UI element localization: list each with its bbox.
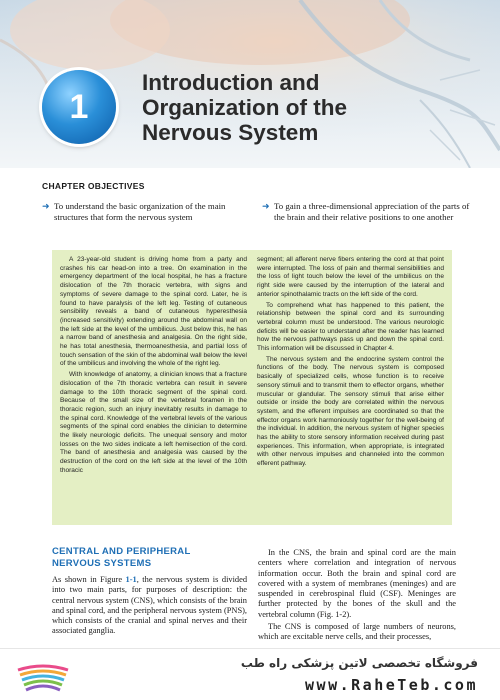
objective-text: To gain a three-dimensional appreciation of the parts of the brain and their relative positions to one another bbox=[274, 201, 470, 222]
body-text: As shown in Figure bbox=[52, 575, 126, 584]
chapter-number-badge bbox=[42, 70, 116, 144]
body-paragraph-left bbox=[52, 575, 247, 637]
objective-text: To understand the basic organization of the main structures that form the nervous system bbox=[54, 201, 226, 222]
chapter-number: 1 bbox=[69, 87, 89, 126]
case-paragraph: segment; all afferent nerve fibers entering the cord at that point were interrupted. The loss of pain and thermal sensibilities and the loss of light touch below the level of the umbilicus on the right side were caused by the interruption of the lateral and anterior spinothalamic tracts on the left side of the cord. bbox=[257, 256, 444, 298]
chapter-title-line: Nervous System bbox=[142, 120, 319, 145]
chapter-banner bbox=[0, 0, 500, 168]
section-heading-line: CENTRAL AND PERIPHERAL bbox=[52, 546, 191, 557]
objective-item bbox=[262, 201, 472, 223]
case-paragraph: The nervous system and the endocrine system control the functions of the body. The nervous system is composed basically of specialized cells, whose function is to receive sensory stimuli and to transmit them to effector organs, whether muscular or glandular. The sensory stimuli that arise either outside or inside the body are correlated within the nervous system, and the efferent impulses are coordinated so that the effector organs work harmoniously together for the well-being of the individual. In addition, the nervous system of higher species has the ability to store sensory information received during past experiences. This information, when appropriate, is integrated with other nervous impulses and channeled into the common efferent pathway. bbox=[257, 355, 444, 468]
watermark-store-name: فروشگاه تخصصی لاتین پزشکی راه طب bbox=[240, 656, 478, 670]
section-heading bbox=[52, 546, 242, 569]
objective-item bbox=[42, 201, 242, 223]
chapter-title bbox=[142, 70, 442, 145]
case-paragraph: With knowledge of anatomy, a clinician knows that a fracture dislocation of the 7th thoracic vertebra can result in severe damage to the 10th thoracic segment of the spinal cord. Because of the small size of the vertebral foramen in the thoracic region, such an injury inevitably results in damage to the spinal cord. Knowledge of the vertebral levels of the various segments of the spinal cord enables the clinician to determine the likely neurologic deficits. The unequal sensory and motor losses on the two sides indicate a left hemisection of the cord. The band of anesthesia and analgesia was caused by the destruction of the cord on the left side at the level of the 10th thoracic bbox=[60, 371, 247, 474]
clinical-case-box bbox=[52, 250, 452, 525]
section-heading-line: NERVOUS SYSTEMS bbox=[52, 557, 152, 569]
watermark-url[interactable]: www.RaheTeb.com bbox=[305, 676, 478, 694]
chapter-title-line: Introduction and bbox=[142, 70, 320, 95]
body-paragraph: The CNS is composed of large numbers of neurons, which are excitable nerve cells, and their processes, bbox=[258, 622, 456, 642]
figure-reference-link[interactable]: 1-1 bbox=[125, 575, 137, 584]
arrow-bullet-icon: ➜ bbox=[42, 201, 50, 211]
objectives-heading: CHAPTER OBJECTIVES bbox=[42, 181, 145, 191]
book-logo-icon bbox=[14, 660, 72, 694]
case-column-right bbox=[257, 256, 444, 521]
body-text: , the nervous system is divided into two main parts, for purposes of description: the central nervous system (CNS), which consists of the brain and spinal cord, and the peripheral nervous system (PNS), which consists of the cranial and spinal nerves and their associated ganglia. bbox=[52, 575, 248, 636]
arrow-bullet-icon: ➜ bbox=[262, 201, 270, 211]
case-column-left bbox=[60, 256, 247, 521]
case-paragraph: To comprehend what has happened to this patient, the relationship between the spinal cord and its surrounding vertebral column must be understood. The various neurologic deficits will be easier to understand after the reader has learned how the nervous pathways pass up and down the spinal cord. This information will be discussed in Chapter 4. bbox=[257, 301, 444, 353]
chapter-title-line: Organization of the bbox=[142, 95, 347, 120]
body-column-right bbox=[258, 548, 456, 645]
body-paragraph: In the CNS, the brain and spinal cord are the main centers where correlation and integration of nervous information occur. Both the brain and spinal cord are covered with a system of membranes (meninges) and are suspended in cerebrospinal fluid (CSF). Meninges are further protected by the bones of the skull and the vertebral column (Fig. 1-2). bbox=[258, 548, 456, 619]
case-paragraph: A 23-year-old student is driving home from a party and crashes his car head-on into a tree. On examination in the emergency department of the local hospital, he has a fracture dislocation of the 7th thoracic vertebra, with signs and symptoms of severe damage to the spinal cord. Later, he is found to have paralysis of the left leg. Testing of cutaneous sensibility reveals a band of cutaneous hyperesthesia (increased sensitivity) extending around the abdominal wall on the left side at the level of the umbilicus. Just below this, he has a narrow band of anesthesia and analgesia. On the right side, he has total anesthesia, thermoanesthesia, and partial loss of touch sensation of the skin of the abdominal wall below the level of the umbilicus and involving the whole of the right leg. bbox=[60, 256, 247, 368]
